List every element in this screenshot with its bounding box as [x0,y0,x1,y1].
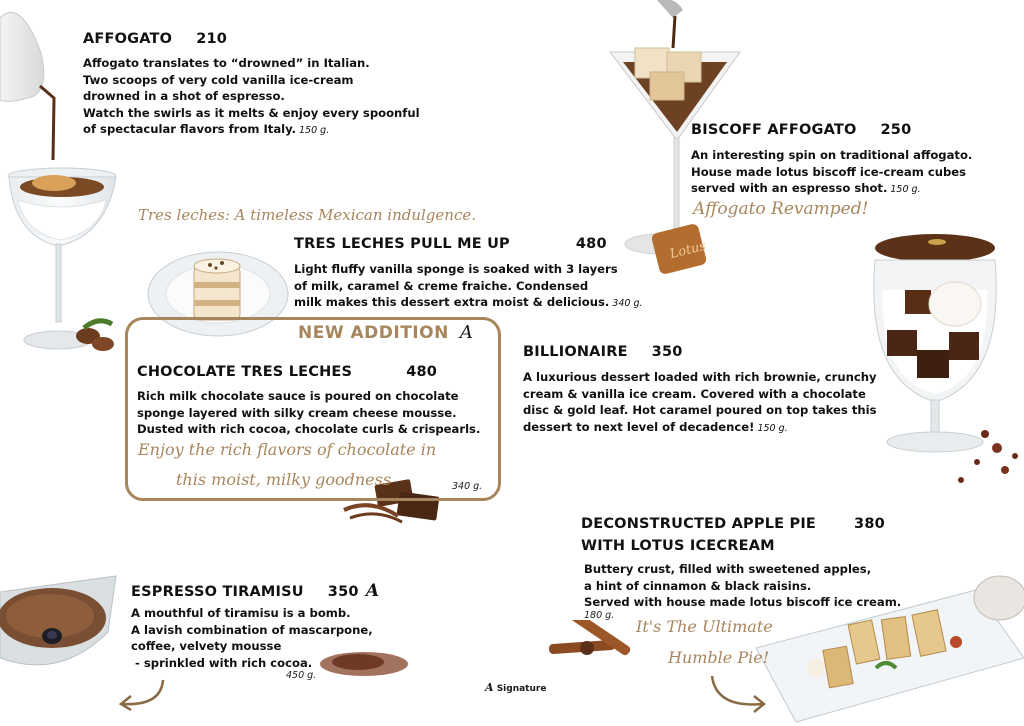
biscoff-affogato-name: BISCOFF AFFOGATO [691,122,857,138]
tiramisu-line: - sprinkled with rich cocoa. [131,655,313,670]
apple-pie-title [581,513,885,557]
affogato-weight: 150 g. [299,125,330,136]
tiramisu-line: A lavish combination of mascarpone, [131,622,373,637]
billionaire-line: disc & gold leaf. Hot caramel poured on top takes this [523,403,877,417]
apple-pie-description [584,561,924,611]
affogato-price: 210 [196,31,228,47]
chocolate-tres-leches-line: sponge layered with silky cream cheese mousse. [137,405,457,420]
signature-icon: A [485,681,494,694]
new-addition-badge [290,322,481,343]
apple-pie-line: a hint of cinnamon & black raisins. [584,578,812,593]
lotus-biscuit-text: Lotus [668,238,708,263]
billionaire-weight: 150 g. [757,422,788,434]
apple-pie-tagline-2: Humble Pie! [668,648,770,667]
billionaire-line: cream & vanilla ice cream. Covered with a chocolate [523,386,866,401]
curved-arrow-icon [103,676,169,712]
chocolate-tres-leches-name: CHOCOLATE TRES LECHES [137,364,353,380]
tres-leches-line: of milk, caramel & creme fraiche. Condensed [294,278,589,293]
chocolate-tres-leches-description [137,388,497,438]
tres-leches-title [294,236,607,252]
apple-pie-price: 380 [854,516,885,532]
billionaire-description [523,369,893,437]
signature-icon: A [365,581,380,601]
billionaire-line: A luxurious dessert loaded with rich brownie, crunchy [523,370,877,384]
tres-leches-weight: 340 g. [612,298,643,309]
affogato-name: AFFOGATO [83,31,173,47]
tres-leches-name: TRES LECHES PULL ME UP [294,236,510,252]
cinnamon-image [545,620,635,668]
biscoff-affogato-line: served with an espresso shot. 150 g. [691,181,921,195]
signature-icon: A [459,322,473,343]
apple-pie-line: Buttery crust, filled with sweetened apples, [584,562,872,576]
affogato-title [83,31,227,47]
tiramisu-line: A mouthful of tiramisu is a bomb. [131,606,351,620]
tiramisu-title [131,581,379,601]
signature-label: Signature [496,684,547,694]
affogato-line: Affogato translates to “drowned” in Italian. [83,56,370,70]
affogato-line: of spectacular flavors from Italy. 150 g. [83,122,330,136]
biscoff-affogato-line: House made lotus biscoff ice-cream cubes [691,164,967,179]
apple-pie-tagline-1: It's The Ultimate [636,617,773,636]
tiramisu-line: coffee, velvety mousse [131,639,282,653]
tiramisu-weight: 450 g. [286,670,317,681]
apple-pie-name-2: WITH LOTUS ICECREAM [581,538,775,554]
biscoff-affogato-price: 250 [880,122,912,138]
tres-leches-line: Light fluffy vanilla sponge is soaked with 3 layers [294,262,618,276]
chocolate-tres-leches-price: 480 [406,364,438,380]
biscoff-affogato-weight: 150 g. [890,184,921,195]
apple-pie-weight: 180 g. [584,610,615,621]
affogato-description [83,55,463,140]
chocolate-tres-leches-weight: 340 g. [452,481,483,492]
chocolate-tres-leches-title [137,364,437,380]
biscoff-affogato-line: An interesting spin on traditional affogato. [691,148,973,162]
chocolate-tres-leches-line: Dusted with rich cocoa, chocolate curls & crispearls. [137,422,481,436]
tiramisu-name: ESPRESSO TIRAMISU [131,584,304,600]
apple-pie-name-1: DECONSTRUCTED APPLE PIE [581,516,817,532]
affogato-line: Watch the swirls as it melts & enjoy every spoonful [83,105,420,120]
curved-arrow-icon [706,672,776,714]
biscoff-affogato-title [691,122,911,138]
chocolate-tres-leches-tagline-1: Enjoy the rich flavors of chocolate in [138,440,437,459]
biscoff-affogato-description [691,147,1011,199]
billionaire-name: BILLIONAIRE [523,344,628,360]
affogato-line: Two scoops of very cold vanilla ice-cream [83,72,354,87]
tres-leches-tagline: Tres leches: A timeless Mexican indulgence. [138,206,476,224]
affogato-line: drowned in a shot of espresso. [83,89,285,103]
chocolate-tres-leches-tagline-2: this moist, milky goodness [176,470,392,489]
biscoff-affogato-tagline: Affogato Revamped! [693,199,869,219]
tiramisu-price: 350 [327,584,359,600]
new-addition-label: NEW ADDITION [298,323,449,343]
affogato-image [0,0,125,360]
apple-pie-line: Served with house made lotus biscoff ice cream. [584,595,902,609]
billionaire-price: 350 [651,344,683,360]
tres-leches-price: 480 [575,236,607,252]
tiramisu-description [131,605,391,671]
tres-leches-line: milk makes this dessert extra moist & delicious. 340 g. [294,295,643,309]
billionaire-image [865,230,1024,500]
billionaire-line: dessert to next level of decadence! 150 g. [523,419,788,434]
signature-legend [485,681,546,694]
tres-leches-description [294,261,664,313]
tiramisu-image [0,562,118,682]
chocolate-tres-leches-line: Rich milk chocolate sauce is poured on chocolate [137,389,459,403]
billionaire-title [523,344,683,360]
